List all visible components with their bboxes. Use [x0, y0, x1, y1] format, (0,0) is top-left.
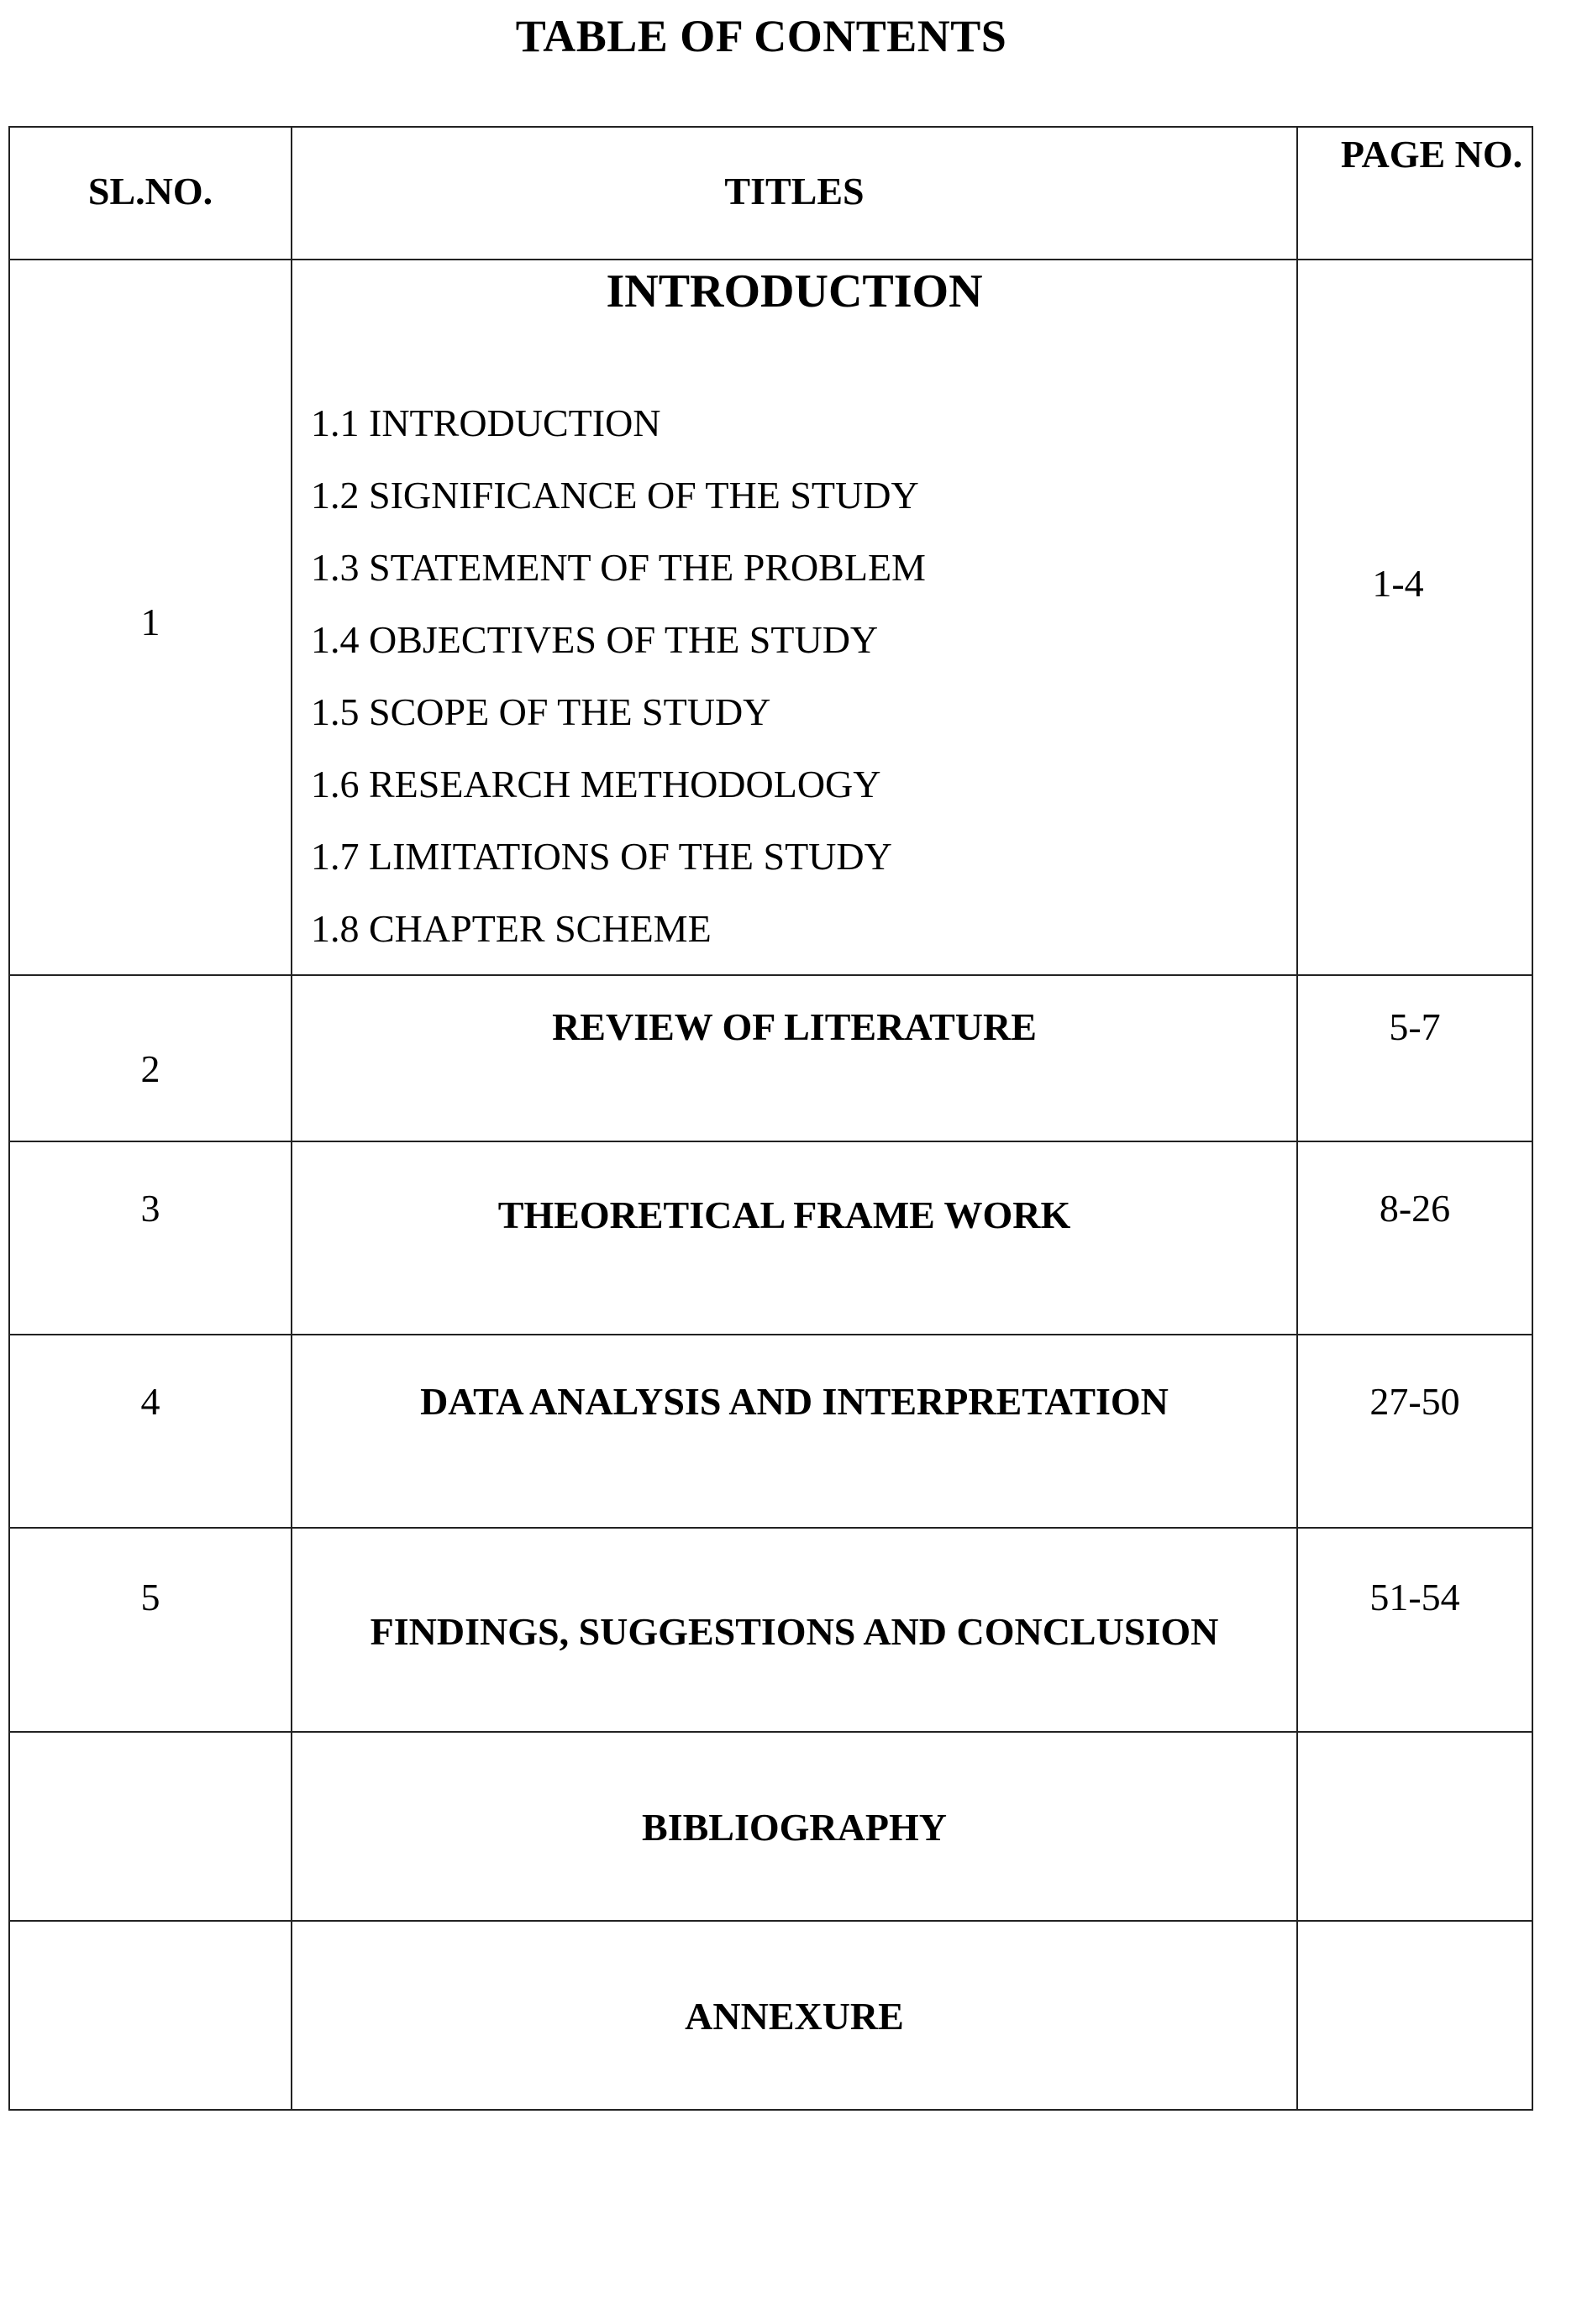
- table-row: [9, 1335, 1532, 1528]
- sl-no: 3: [140, 1187, 160, 1230]
- title-cell: [292, 1335, 1297, 1528]
- sl-no-cell: [9, 1335, 292, 1528]
- sl-no-cell: [9, 1528, 292, 1732]
- table-row: [9, 975, 1532, 1141]
- page-range: 51-54: [1369, 1576, 1460, 1618]
- section-item: 1.7 LIMITATIONS OF THE STUDY: [311, 835, 892, 878]
- page-range: 8-26: [1379, 1187, 1451, 1230]
- sl-no-cell: [9, 1141, 292, 1335]
- page-cell: [1297, 260, 1532, 975]
- sl-no: 4: [140, 1380, 160, 1423]
- title-cell: [292, 1528, 1297, 1732]
- header-cell-page-no: [1297, 127, 1532, 260]
- table-row: [9, 1528, 1532, 1732]
- chapter-title: INTRODUCTION: [606, 265, 983, 317]
- page-cell: [1297, 1732, 1532, 1921]
- page-cell: [1297, 1335, 1532, 1528]
- page-title: TABLE OF CONTENTS: [515, 11, 1007, 61]
- page-cell: [1297, 1921, 1532, 2110]
- title-cell: [292, 1141, 1297, 1335]
- section-item: 1.3 STATEMENT OF THE PROBLEM: [311, 546, 926, 589]
- title-cell: [292, 975, 1297, 1141]
- table-header-row: [9, 127, 1532, 260]
- sl-no: 2: [140, 1047, 160, 1090]
- section-item: 1.5 SCOPE OF THE STUDY: [311, 690, 771, 733]
- chapter-title: BIBLIOGRAPHY: [642, 1806, 947, 1849]
- chapter-title: ANNEXURE: [685, 1995, 904, 2038]
- section-item: 1.1 INTRODUCTION: [311, 401, 661, 444]
- table-row: [9, 1141, 1532, 1335]
- page-range: 5-7: [1389, 1005, 1441, 1048]
- table-row: [9, 1732, 1532, 1921]
- section-item: 1.6 RESEARCH METHODOLOGY: [311, 763, 881, 805]
- header-cell-sl-no: [9, 127, 292, 260]
- sl-no-cell: [9, 975, 292, 1141]
- sl-no-cell: [9, 1732, 292, 1921]
- chapter-title: FINDINGS, SUGGESTIONS AND CONCLUSION: [370, 1610, 1219, 1653]
- title-cell: [292, 260, 1297, 975]
- chapter-title: REVIEW OF LITERATURE: [552, 1005, 1037, 1048]
- sl-no: 1: [140, 601, 160, 643]
- sl-no-cell: [9, 1921, 292, 2110]
- page-range: 27-50: [1369, 1380, 1460, 1423]
- table-of-contents: [8, 126, 1533, 2111]
- header-titles: TITLES: [724, 170, 865, 212]
- section-item: 1.2 SIGNIFICANCE OF THE STUDY: [311, 474, 919, 517]
- header-sl-no: SL.NO.: [87, 170, 213, 212]
- title-cell: [292, 1732, 1297, 1921]
- table-row: [9, 260, 1532, 975]
- section-item: 1.4 OBJECTIVES OF THE STUDY: [311, 618, 879, 661]
- section-item: 1.8 CHAPTER SCHEME: [311, 907, 712, 950]
- page-cell: [1297, 1528, 1532, 1732]
- chapter-title: DATA ANALYSIS AND INTERPRETATION: [420, 1380, 1169, 1423]
- page-range: 1-4: [1372, 562, 1424, 605]
- page-cell: [1297, 1141, 1532, 1335]
- chapter-title: THEORETICAL FRAME WORK: [497, 1193, 1071, 1236]
- sl-no-cell: [9, 260, 292, 975]
- title-cell: [292, 1921, 1297, 2110]
- header-page-no: PAGE NO.: [1340, 133, 1523, 176]
- sl-no: 5: [140, 1576, 160, 1618]
- section-list: [311, 387, 926, 965]
- header-cell-titles: [292, 127, 1297, 260]
- table-row: [9, 1921, 1532, 2110]
- page-cell: [1297, 975, 1532, 1141]
